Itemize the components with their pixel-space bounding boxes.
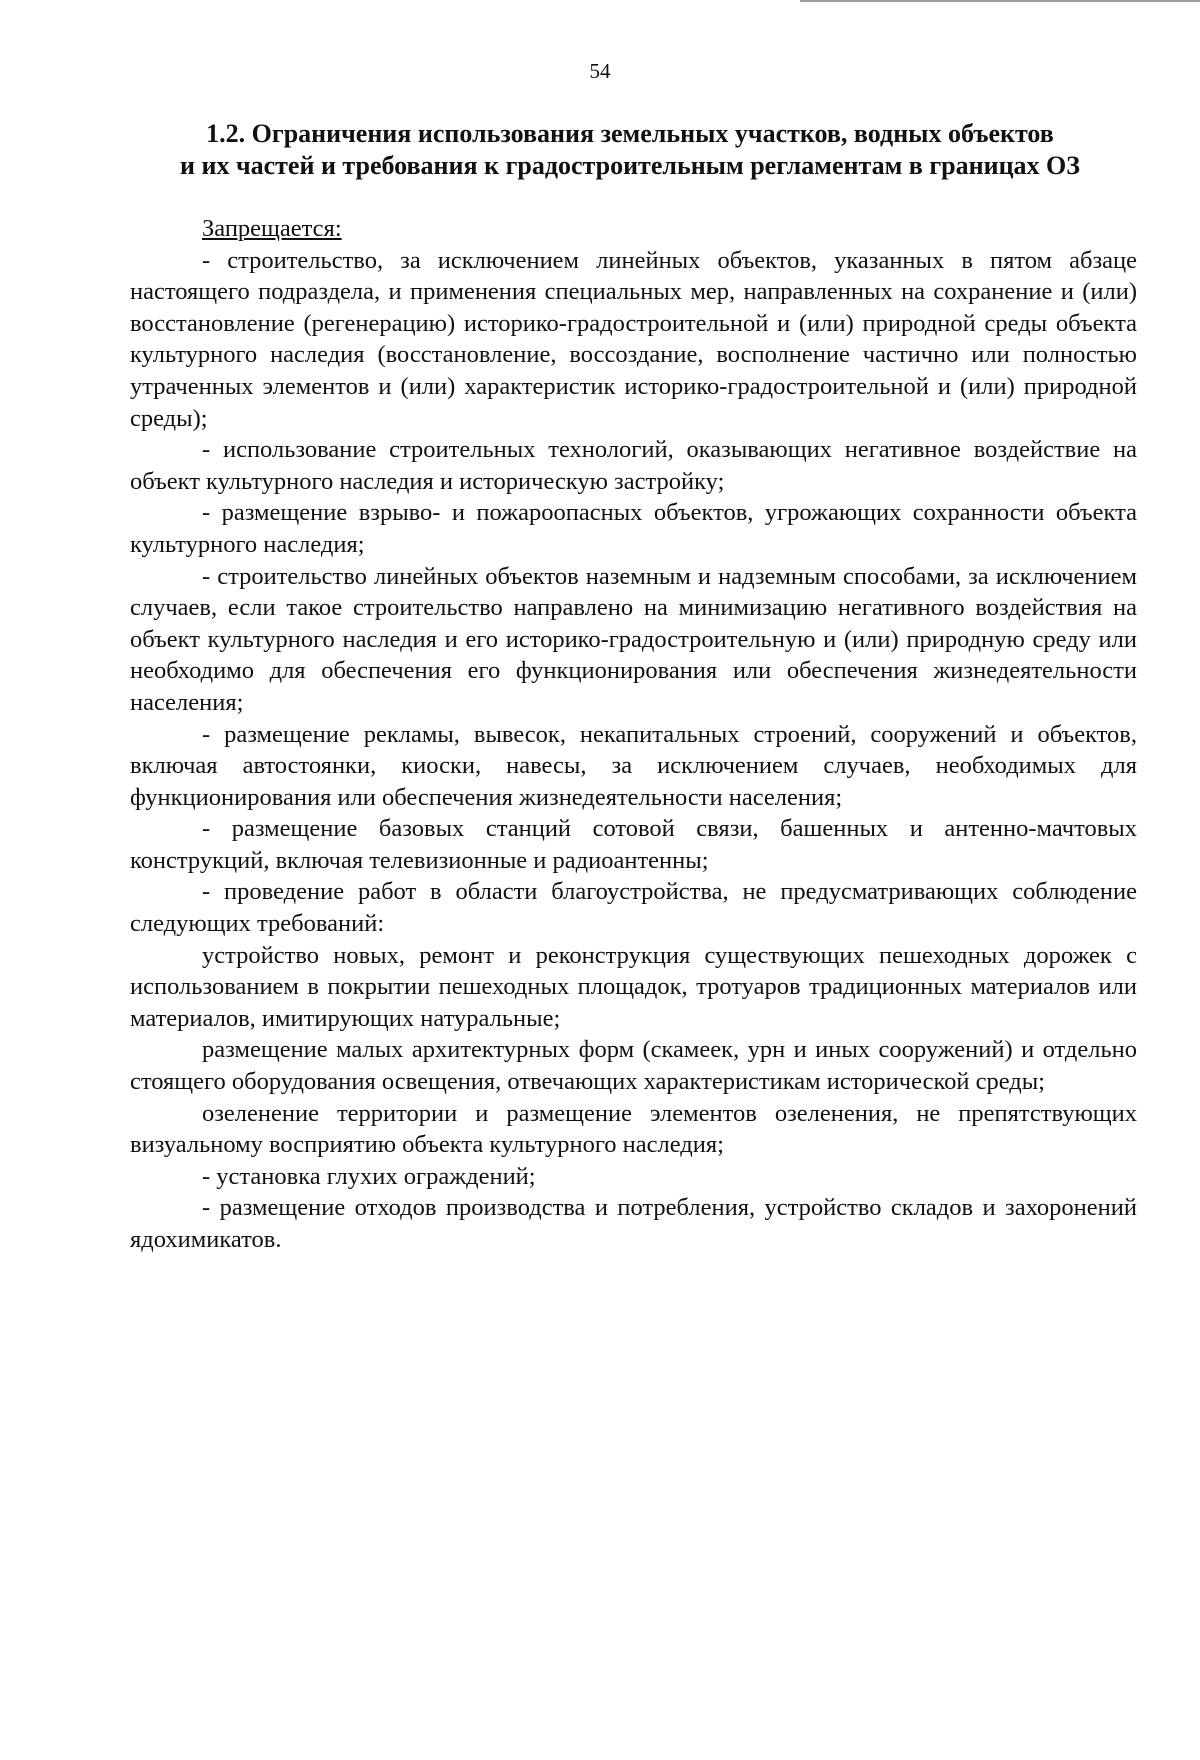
section-heading-line-2: и их частей и требования к градостроительным регламентам в границах ОЗ: [179, 151, 1080, 180]
scan-edge-mark: [800, 0, 1200, 2]
section-heading-line-1: 1.2. Ограничения использования земельных участков, водных объектов: [206, 119, 1054, 148]
paragraph: - размещение отходов производства и потребления, устройство складов и захоронений ядохимикатов.: [130, 1194, 1137, 1253]
paragraph: - размещение базовых станций сотовой связи, башенных и антенно-мачтовых конструкций, включая телевизионные и радиоантенны;: [130, 815, 1137, 874]
document-body: [130, 213, 1137, 1256]
paragraph: - установка глухих ограждений;: [202, 1162, 536, 1190]
section-heading: [130, 118, 1130, 182]
forbidden-label: Запрещается:: [202, 215, 342, 242]
paragraph: - размещение взрыво- и пожароопасных объектов, угрожающих сохранности объекта культурного наследия;: [130, 499, 1137, 558]
paragraph: размещение малых архитектурных форм (скамеек, урн и иных сооружений) и отдельно стоящего оборудования освещения, отвечающих характеристикам исторической среды;: [130, 1036, 1137, 1096]
paragraph: - использование строительных технологий, оказывающих негативное воздействие на объект культурного наследия и историческую застройку;: [130, 436, 1137, 495]
paragraph: устройство новых, ремонт и реконструкция существующих пешеходных дорожек с использованием в покрытии пешеходных площадок, тротуаров традиционных материалов или материалов, имитирующих натуральные;: [130, 941, 1137, 1032]
paragraph: - строительство линейных объектов наземным и надземным способами, за исключением случаев, если такое строительство направлено на минимизацию негативного воздействия на объект культурного наследия и его историко-градостроительную и (или) природную среду или необходимо для обеспечения его функционирования или обеспечения жизнедеятельности населения;: [130, 562, 1137, 716]
page-number: 54: [589, 59, 611, 83]
paragraph: озеленение территории и размещение элементов озеленения, не препятствующих визуальному восприятию объекта культурного наследия;: [130, 1099, 1137, 1159]
paragraph: - размещение рекламы, вывесок, некапитальных строений, сооружений и объектов, включая автостоянки, киоски, навесы, за исключением случаев, необходимых для функционирования или обеспечения жизнедеятельности населения;: [130, 720, 1137, 811]
paragraph: - проведение работ в области благоустройства, не предусматривающих соблюдение следующих требований:: [130, 878, 1137, 938]
paragraph: - строительство, за исключением линейных объектов, указанных в пятом абзаце настоящего подраздела, и применения специальных мер, направленных на сохранение и (или) восстановление (регенерацию) историко-градостроительной и (или) природной среды объекта культурного наследия (восстановление, воссоздание, восполнение частично или полностью утраченных элементов и (или) характеристик историко-градостроительной и (или) природной среды);: [130, 246, 1137, 432]
